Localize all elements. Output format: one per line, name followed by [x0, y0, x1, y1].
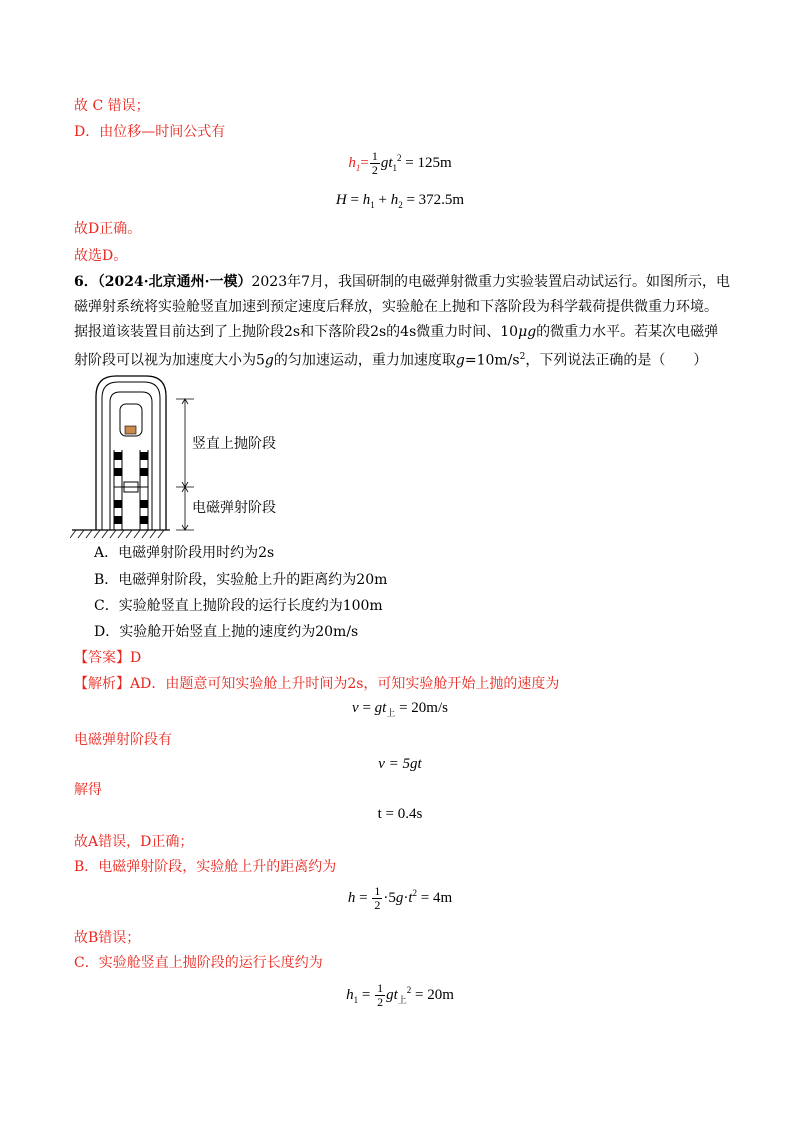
- b-wrong: 故B错误；: [74, 930, 141, 946]
- question-text: [74, 270, 730, 374]
- b-intro: B．电磁弹射阶段，实验舱上升的距离约为: [74, 859, 337, 875]
- question-line-4: 射阶段可以视为加速度大小为5g的匀加速运动，重力加速度取$g=10m/s^2$，下列说法正确的是（ ）: [74, 352, 708, 369]
- option-b: B．电磁弹射阶段，实验舱上升的距离约为20m: [94, 572, 388, 588]
- eq2-rhs: = 372.5m: [406, 192, 465, 208]
- label-lower-stage: 电磁弹射阶段: [192, 500, 276, 516]
- question-number-source: 6．（2024·北京通州·一模）: [74, 274, 252, 290]
- analysis-intro: 【解析】AD．由题意可知实验舱上升时间为2s，可知实验舱开始上抛的速度为: [74, 676, 560, 692]
- payload: [125, 426, 136, 434]
- question-line-3: 据报道该装置目前达到了上抛阶段2s和下落阶段2s的4s微重力时间、10μg的微重力水平。若某次电磁弹: [74, 324, 719, 340]
- answer-label: 【答案】D: [74, 650, 142, 666]
- option-d: D．实验舱开始竖直上抛的速度约为20m/s: [94, 624, 359, 640]
- equation-v: $v = gt_上 = 20m/s$: [352, 700, 448, 718]
- apparatus-figure: [70, 370, 300, 540]
- h1-symbol: $h_1$: [348, 154, 361, 173]
- equation-h1: $h_1=$ $\frac{1}{2}$ $gt_1^2 = 125m$: [348, 149, 452, 177]
- label-upper-stage: 竖直上抛阶段: [192, 436, 276, 452]
- ground-hatch: [70, 530, 164, 538]
- c-intro: C．实验舱竖直上抛阶段的运行长度约为: [74, 955, 323, 971]
- outer-frame: [96, 376, 166, 530]
- option-a: A．电磁弹射阶段用时约为2s: [94, 545, 275, 561]
- a-wrong-d-right: 故A错误，D正确；: [74, 834, 194, 850]
- eq1-rhs: = 125m: [405, 154, 452, 171]
- equation-h1-upper: $h_1$ = $\frac{1}{2}$ $gt_上^2 = 20m$: [346, 981, 454, 1009]
- line-choose: 故选D。: [74, 248, 128, 264]
- line-c-wrong: 故 C 错误；: [74, 98, 150, 114]
- line-d-correct: 故D正确。: [74, 221, 142, 237]
- question-line-1: 6．（2024·北京通州·一模）2023年7月，我国研制的电磁弹射微重力实验装置启动试运行。如图所示，电: [74, 274, 731, 290]
- line-d-intro: D．由位移—时间公式有: [74, 124, 226, 140]
- equation-v5gt: v = 5gt: [378, 756, 422, 772]
- fraction-half: $\frac{1}{2}$: [371, 149, 378, 177]
- equation-t: t = 0.4s: [377, 806, 423, 822]
- solve-label: 解得: [74, 782, 102, 798]
- ejection-has: 电磁弹射阶段有: [74, 732, 172, 748]
- equation-h: h = $\frac{1}{2}$ $\cdot 5g\cdot t^2 = 4m$: [347, 884, 453, 912]
- option-c: C．实验舱竖直上抛阶段的运行长度约为100m: [94, 598, 383, 614]
- question-line-2: 磁弹射系统将实验舱竖直加速到预定速度后释放，实验舱在上抛和下落阶段为科学载荷提供微重力环境。: [74, 299, 718, 315]
- equation-H: $H = h_1 + h_2 = 372.5m$: [335, 192, 465, 210]
